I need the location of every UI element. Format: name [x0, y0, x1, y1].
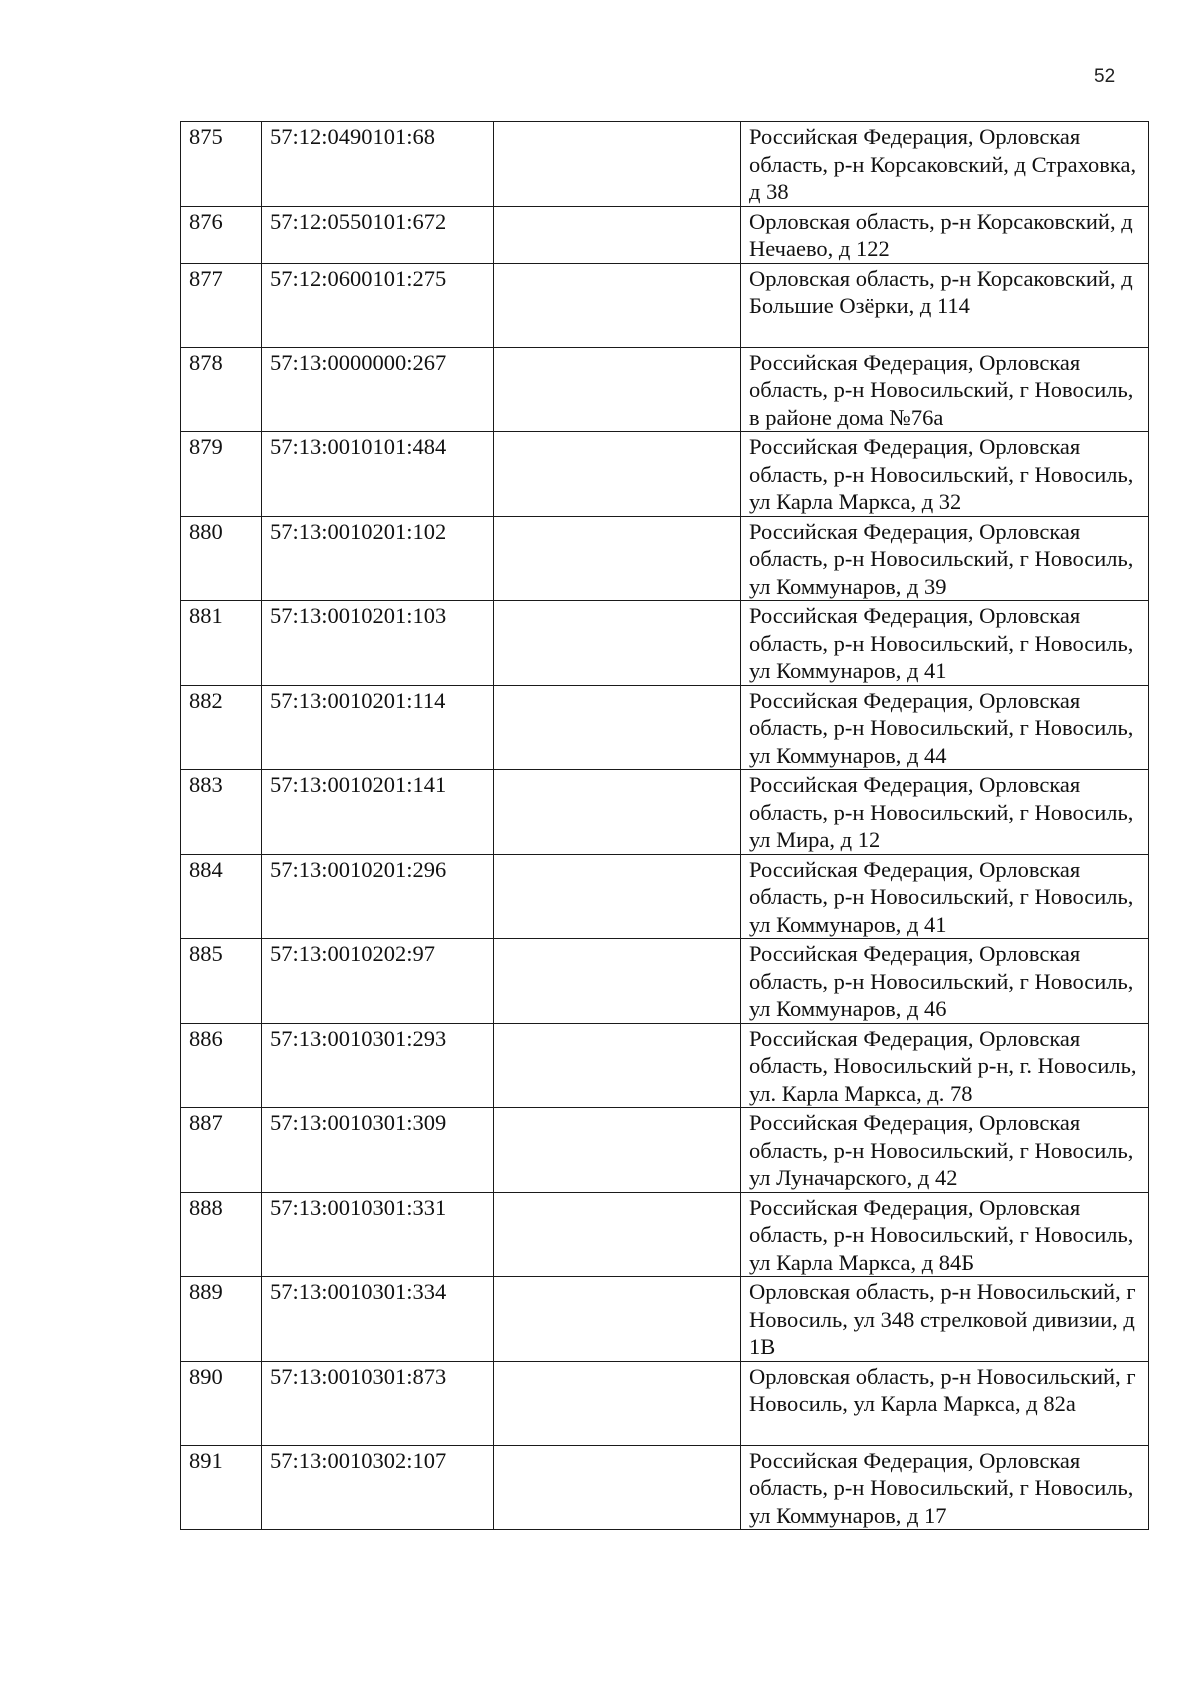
table-row — [181, 347, 1149, 432]
address-cell: Орловская область, р-н Корсаковский, д Нечаево, д 122 — [741, 206, 1149, 263]
address-cell: Орловская область, р-н Корсаковский, д Большие Озёрки, д 114 — [741, 263, 1149, 347]
cadastral-number-cell: 57:13:0010202:97 — [262, 939, 494, 1024]
row-number-cell: 884 — [181, 854, 262, 939]
blank-cell — [494, 1192, 741, 1277]
cadastral-number-cell: 57:12:0490101:68 — [262, 122, 494, 207]
blank-cell — [494, 206, 741, 263]
blank-cell — [494, 1277, 741, 1362]
row-number-cell: 883 — [181, 770, 262, 855]
blank-cell — [494, 685, 741, 770]
address-cell: Российская Федерация, Орловская область, р-н Новосильский, г Новосиль, ул Коммунаров, д 39 — [741, 516, 1149, 601]
row-number-cell: 887 — [181, 1108, 262, 1193]
table-row — [181, 1361, 1149, 1445]
cadastral-number-cell: 57:13:0010201:296 — [262, 854, 494, 939]
table-row — [181, 516, 1149, 601]
table-row — [181, 432, 1149, 517]
row-number-cell: 879 — [181, 432, 262, 517]
row-number-cell: 878 — [181, 347, 262, 432]
address-cell: Российская Федерация, Орловская область, р-н Новосильский, г Новосиль, в районе дома №76а — [741, 347, 1149, 432]
table-row — [181, 1277, 1149, 1362]
address-cell: Российская Федерация, Орловская область, р-н Новосильский, г Новосиль, ул Карла Маркса, д 32 — [741, 432, 1149, 517]
blank-cell — [494, 1023, 741, 1108]
cadastral-number-cell: 57:13:0010201:141 — [262, 770, 494, 855]
address-cell: Российская Федерация, Орловская область, р-н Новосильский, г Новосиль, ул Коммунаров, д 46 — [741, 939, 1149, 1024]
cadastral-number-cell: 57:13:0010101:484 — [262, 432, 494, 517]
cadastral-number-cell: 57:13:0010301:293 — [262, 1023, 494, 1108]
row-number-cell: 888 — [181, 1192, 262, 1277]
blank-cell — [494, 347, 741, 432]
row-number-cell: 891 — [181, 1445, 262, 1530]
blank-cell — [494, 1445, 741, 1530]
blank-cell — [494, 770, 741, 855]
blank-cell — [494, 601, 741, 686]
table-row — [181, 939, 1149, 1024]
cadastral-number-cell: 57:13:0010201:103 — [262, 601, 494, 686]
cadastral-number-cell: 57:12:0600101:275 — [262, 263, 494, 347]
cadastral-number-cell: 57:13:0010201:102 — [262, 516, 494, 601]
row-number-cell: 880 — [181, 516, 262, 601]
blank-cell — [494, 1361, 741, 1445]
address-cell: Российская Федерация, Орловская область, р-н Новосильский, г Новосиль, ул Коммунаров, д 17 — [741, 1445, 1149, 1530]
address-cell: Орловская область, р-н Новосильский, г Новосиль, ул Карла Маркса, д 82а — [741, 1361, 1149, 1445]
address-cell: Российская Федерация, Орловская область, Новосильский р-н, г. Новосиль, ул. Карла Маркса, д. 78 — [741, 1023, 1149, 1108]
cadastral-number-cell: 57:12:0550101:672 — [262, 206, 494, 263]
row-number-cell: 881 — [181, 601, 262, 686]
blank-cell — [494, 516, 741, 601]
table-row — [181, 1023, 1149, 1108]
address-cell: Российская Федерация, Орловская область, р-н Новосильский, г Новосиль, ул Коммунаров, д 41 — [741, 601, 1149, 686]
cadastral-number-cell: 57:13:0000000:267 — [262, 347, 494, 432]
cadastral-number-cell: 57:13:0010201:114 — [262, 685, 494, 770]
blank-cell — [494, 939, 741, 1024]
cadastral-number-cell: 57:13:0010301:334 — [262, 1277, 494, 1362]
row-number-cell: 882 — [181, 685, 262, 770]
row-number-cell: 886 — [181, 1023, 262, 1108]
cadastral-number-cell: 57:13:0010302:107 — [262, 1445, 494, 1530]
property-registry-table — [180, 121, 1149, 1530]
blank-cell — [494, 432, 741, 517]
table-row — [181, 770, 1149, 855]
row-number-cell: 877 — [181, 263, 262, 347]
row-number-cell: 875 — [181, 122, 262, 207]
row-number-cell: 885 — [181, 939, 262, 1024]
address-cell: Российская Федерация, Орловская область, р-н Новосильский, г Новосиль, ул Коммунаров, д 44 — [741, 685, 1149, 770]
cadastral-number-cell: 57:13:0010301:309 — [262, 1108, 494, 1193]
table-row — [181, 854, 1149, 939]
address-cell: Российская Федерация, Орловская область, р-н Новосильский, г Новосиль, ул Карла Маркса, д 84Б — [741, 1192, 1149, 1277]
address-cell: Орловская область, р-н Новосильский, г Новосиль, ул 348 стрелковой дивизии, д 1В — [741, 1277, 1149, 1362]
blank-cell — [494, 263, 741, 347]
cadastral-number-cell: 57:13:0010301:873 — [262, 1361, 494, 1445]
cadastral-number-cell: 57:13:0010301:331 — [262, 1192, 494, 1277]
address-cell: Российская Федерация, Орловская область, р-н Новосильский, г Новосиль, ул Мира, д 12 — [741, 770, 1149, 855]
table-row — [181, 601, 1149, 686]
row-number-cell: 889 — [181, 1277, 262, 1362]
row-number-cell: 876 — [181, 206, 262, 263]
row-number-cell: 890 — [181, 1361, 262, 1445]
table-row — [181, 1108, 1149, 1193]
table-row — [181, 263, 1149, 347]
blank-cell — [494, 1108, 741, 1193]
address-cell: Российская Федерация, Орловская область, р-н Корсаковский, д Страховка, д 38 — [741, 122, 1149, 207]
address-cell: Российская Федерация, Орловская область, р-н Новосильский, г Новосиль, ул Луначарского, д 42 — [741, 1108, 1149, 1193]
page-number: 52 — [1094, 66, 1116, 87]
blank-cell — [494, 854, 741, 939]
table-row — [181, 1445, 1149, 1530]
registry-table-body — [181, 122, 1149, 1530]
table-row — [181, 122, 1149, 207]
table-row — [181, 1192, 1149, 1277]
table-row — [181, 685, 1149, 770]
address-cell: Российская Федерация, Орловская область, р-н Новосильский, г Новосиль, ул Коммунаров, д 41 — [741, 854, 1149, 939]
blank-cell — [494, 122, 741, 207]
table-row — [181, 206, 1149, 263]
